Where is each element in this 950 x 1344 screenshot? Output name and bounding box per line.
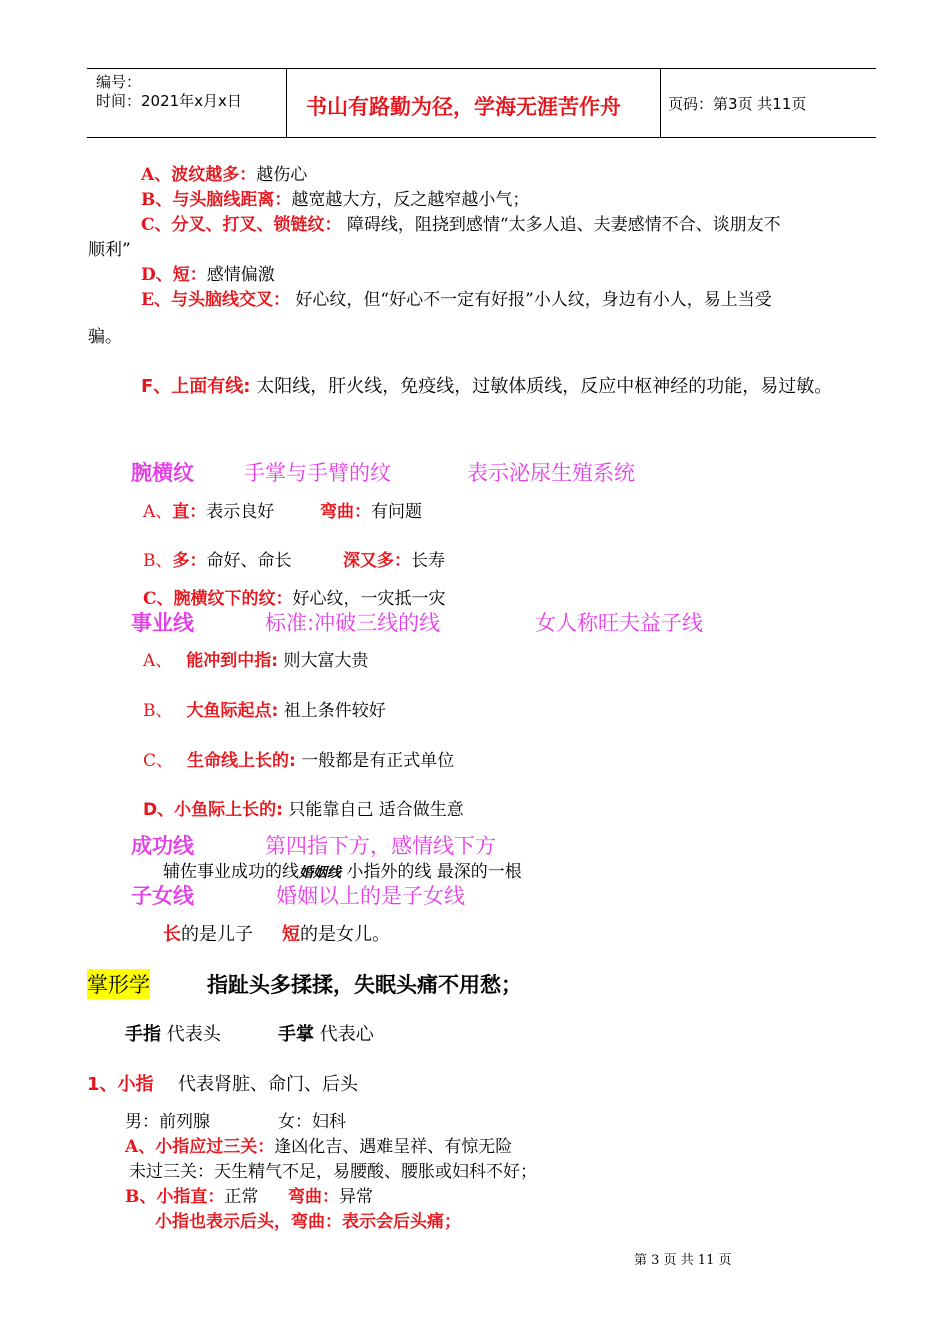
detail-text: 小指外的线 最深的一根: [341, 862, 522, 882]
item-text: 代表头: [161, 1024, 221, 1045]
little-finger-item-b-2: [288, 1182, 373, 1207]
item-text: 有问题: [371, 502, 422, 522]
section-title: 成功线: [131, 834, 194, 858]
item-prefix: B、: [143, 701, 173, 721]
little-finger-item-a: [125, 1132, 512, 1157]
item-text: 越伤心: [256, 165, 308, 185]
children-detail: [163, 920, 253, 946]
item-text: 太阳线，肝火线，免疫线，过敏体质线，反应中枢神经的功能，易过敏。: [250, 376, 833, 397]
section-desc: 女人称旺夫益子线: [535, 611, 703, 635]
item-label: 短: [282, 924, 300, 945]
header-divider: [660, 69, 661, 137]
header-motto: 书山有路勤为径，学海无涯苦作舟: [306, 95, 621, 119]
item-label: 弯曲：: [288, 1187, 339, 1207]
love-item-c-cont: 顺利”: [88, 240, 131, 260]
item-text: 逢凶化吉、遇难呈祥、有惊无险: [274, 1137, 513, 1157]
career-item-b: [143, 696, 386, 721]
item-text: 异常: [339, 1187, 373, 1207]
career-item-a: [143, 646, 369, 671]
section-title: 腕横纹: [131, 461, 194, 485]
little-finger-fail: 未过三关：天生精气不足，易腰酸、腰胀或妇科不好；: [129, 1162, 537, 1182]
success-detail: [163, 857, 522, 882]
header-number: 编号：: [96, 73, 142, 91]
love-item-f: [141, 372, 832, 398]
section-title: 子女线: [131, 884, 194, 908]
item-label: A、波纹越多：: [141, 165, 257, 185]
item-text: 障碍线，阻挠到感情“太多人追、夫妻感情不合、谈朋友不: [341, 215, 781, 235]
item-label: C、腕横纹下的纹：: [143, 589, 293, 609]
section-title: 事业线: [131, 611, 194, 635]
career-item-d: [143, 795, 464, 820]
finger-meaning: [125, 1020, 221, 1046]
item-label: E、与头脑线交叉：: [141, 290, 290, 310]
section-wrist-line: [131, 457, 194, 487]
item-label: 直：: [172, 502, 207, 522]
item-prefix: A、: [143, 651, 173, 671]
item-prefix: B、: [143, 551, 173, 571]
item-label: 手掌: [278, 1024, 314, 1045]
section-desc: 标准:冲破三线的线: [265, 611, 441, 635]
wrist-item-b: [143, 546, 292, 571]
item-label: 多：: [172, 551, 207, 571]
item-prefix: C、: [143, 751, 174, 771]
item-label: 手指: [125, 1024, 161, 1045]
children-detail-2: [282, 920, 390, 946]
love-item-c: [141, 210, 781, 235]
item-label: A、小指应过三关：: [125, 1137, 275, 1157]
item-label: 能冲到中指:: [186, 651, 279, 671]
item-text: 越宽越大方，反之越窄越小气；: [291, 190, 530, 210]
item-text: 命好、命长: [206, 551, 292, 571]
item-label: C、分叉、打叉、锁链纹：: [141, 215, 342, 235]
item-label: 深又多：: [343, 551, 411, 571]
item-text: 好心纹，但“好心不一定有好报”小人纹，身边有小人，易上当受: [289, 290, 772, 310]
wrist-item-c: [143, 584, 446, 609]
palm-shape-verse: 指趾头多揉揉，失眠头痛不用愁；: [207, 973, 522, 997]
wrist-item-b-2: [343, 546, 445, 571]
little-finger-desc: 代表肾脏、命门、后头: [178, 1074, 358, 1095]
item-prefix: A、: [143, 502, 173, 522]
love-item-e: [141, 285, 772, 310]
item-label: F、上面有线:: [141, 376, 251, 397]
palm-shape-title: 掌形学: [87, 969, 150, 999]
love-item-b: [141, 185, 529, 210]
item-text: 长寿: [411, 551, 445, 571]
love-item-e-cont: 骗。: [88, 327, 122, 347]
item-label: 长: [163, 924, 181, 945]
item-label: 弯曲：: [320, 502, 371, 522]
wrist-item-a: [143, 497, 274, 522]
item-text: 感情偏激: [206, 265, 275, 285]
item-label: 生命线上长的:: [187, 751, 296, 771]
item-label: D、小鱼际上长的:: [143, 800, 283, 820]
little-finger-heading: [87, 1070, 154, 1096]
section-title: 1、小指: [87, 1074, 154, 1095]
item-label: D、短：: [141, 265, 207, 285]
section-desc: 第四指下方，感情线下方: [265, 834, 496, 858]
header-page: 页码：第3页 共11页: [668, 95, 807, 113]
item-text: 的是儿子: [181, 924, 253, 945]
detail-text: 辅佐事业成功的线: [163, 862, 299, 882]
script-text: 婚姻线: [299, 865, 341, 881]
little-finger-female: 女：妇科: [278, 1112, 346, 1132]
item-text: 只能靠自己 适合做生意: [282, 800, 464, 820]
section-desc: 表示泌尿生殖系统: [467, 461, 635, 485]
item-label: B、与头脑线距离：: [141, 190, 292, 210]
item-text: 祖上条件较好: [278, 701, 386, 721]
item-label: B、小指直：: [125, 1187, 225, 1207]
item-text: 代表心: [314, 1024, 374, 1045]
little-finger-note: 小指也表示后头，弯曲：表示会后头痛；: [155, 1212, 461, 1232]
career-item-c: [143, 746, 454, 771]
love-item-d: [141, 260, 275, 285]
love-item-a: [141, 160, 307, 185]
item-text: 则大富大贵: [278, 651, 369, 671]
wrist-item-a-2: [320, 497, 422, 522]
item-text: 一般都是有正式单位: [295, 751, 455, 771]
palm-meaning: [278, 1020, 374, 1046]
header-divider: [286, 69, 287, 137]
item-text: 表示良好: [206, 502, 275, 522]
section-desc: 手掌与手臂的纹: [244, 461, 391, 485]
page-footer: 第 3 页 共 11 页: [634, 1253, 732, 1268]
little-finger-item-b: [125, 1182, 258, 1207]
little-finger-male: 男：前列腺: [125, 1112, 210, 1132]
item-text: 好心纹，一灾抵一灾: [292, 589, 446, 609]
item-text: 正常: [224, 1187, 259, 1207]
item-text: 的是女儿。: [300, 924, 390, 945]
header-time: 时间：2021年x月x日: [96, 92, 242, 110]
section-desc: 婚姻以上的是子女线: [276, 884, 465, 908]
item-label: 大鱼际起点:: [186, 701, 279, 721]
